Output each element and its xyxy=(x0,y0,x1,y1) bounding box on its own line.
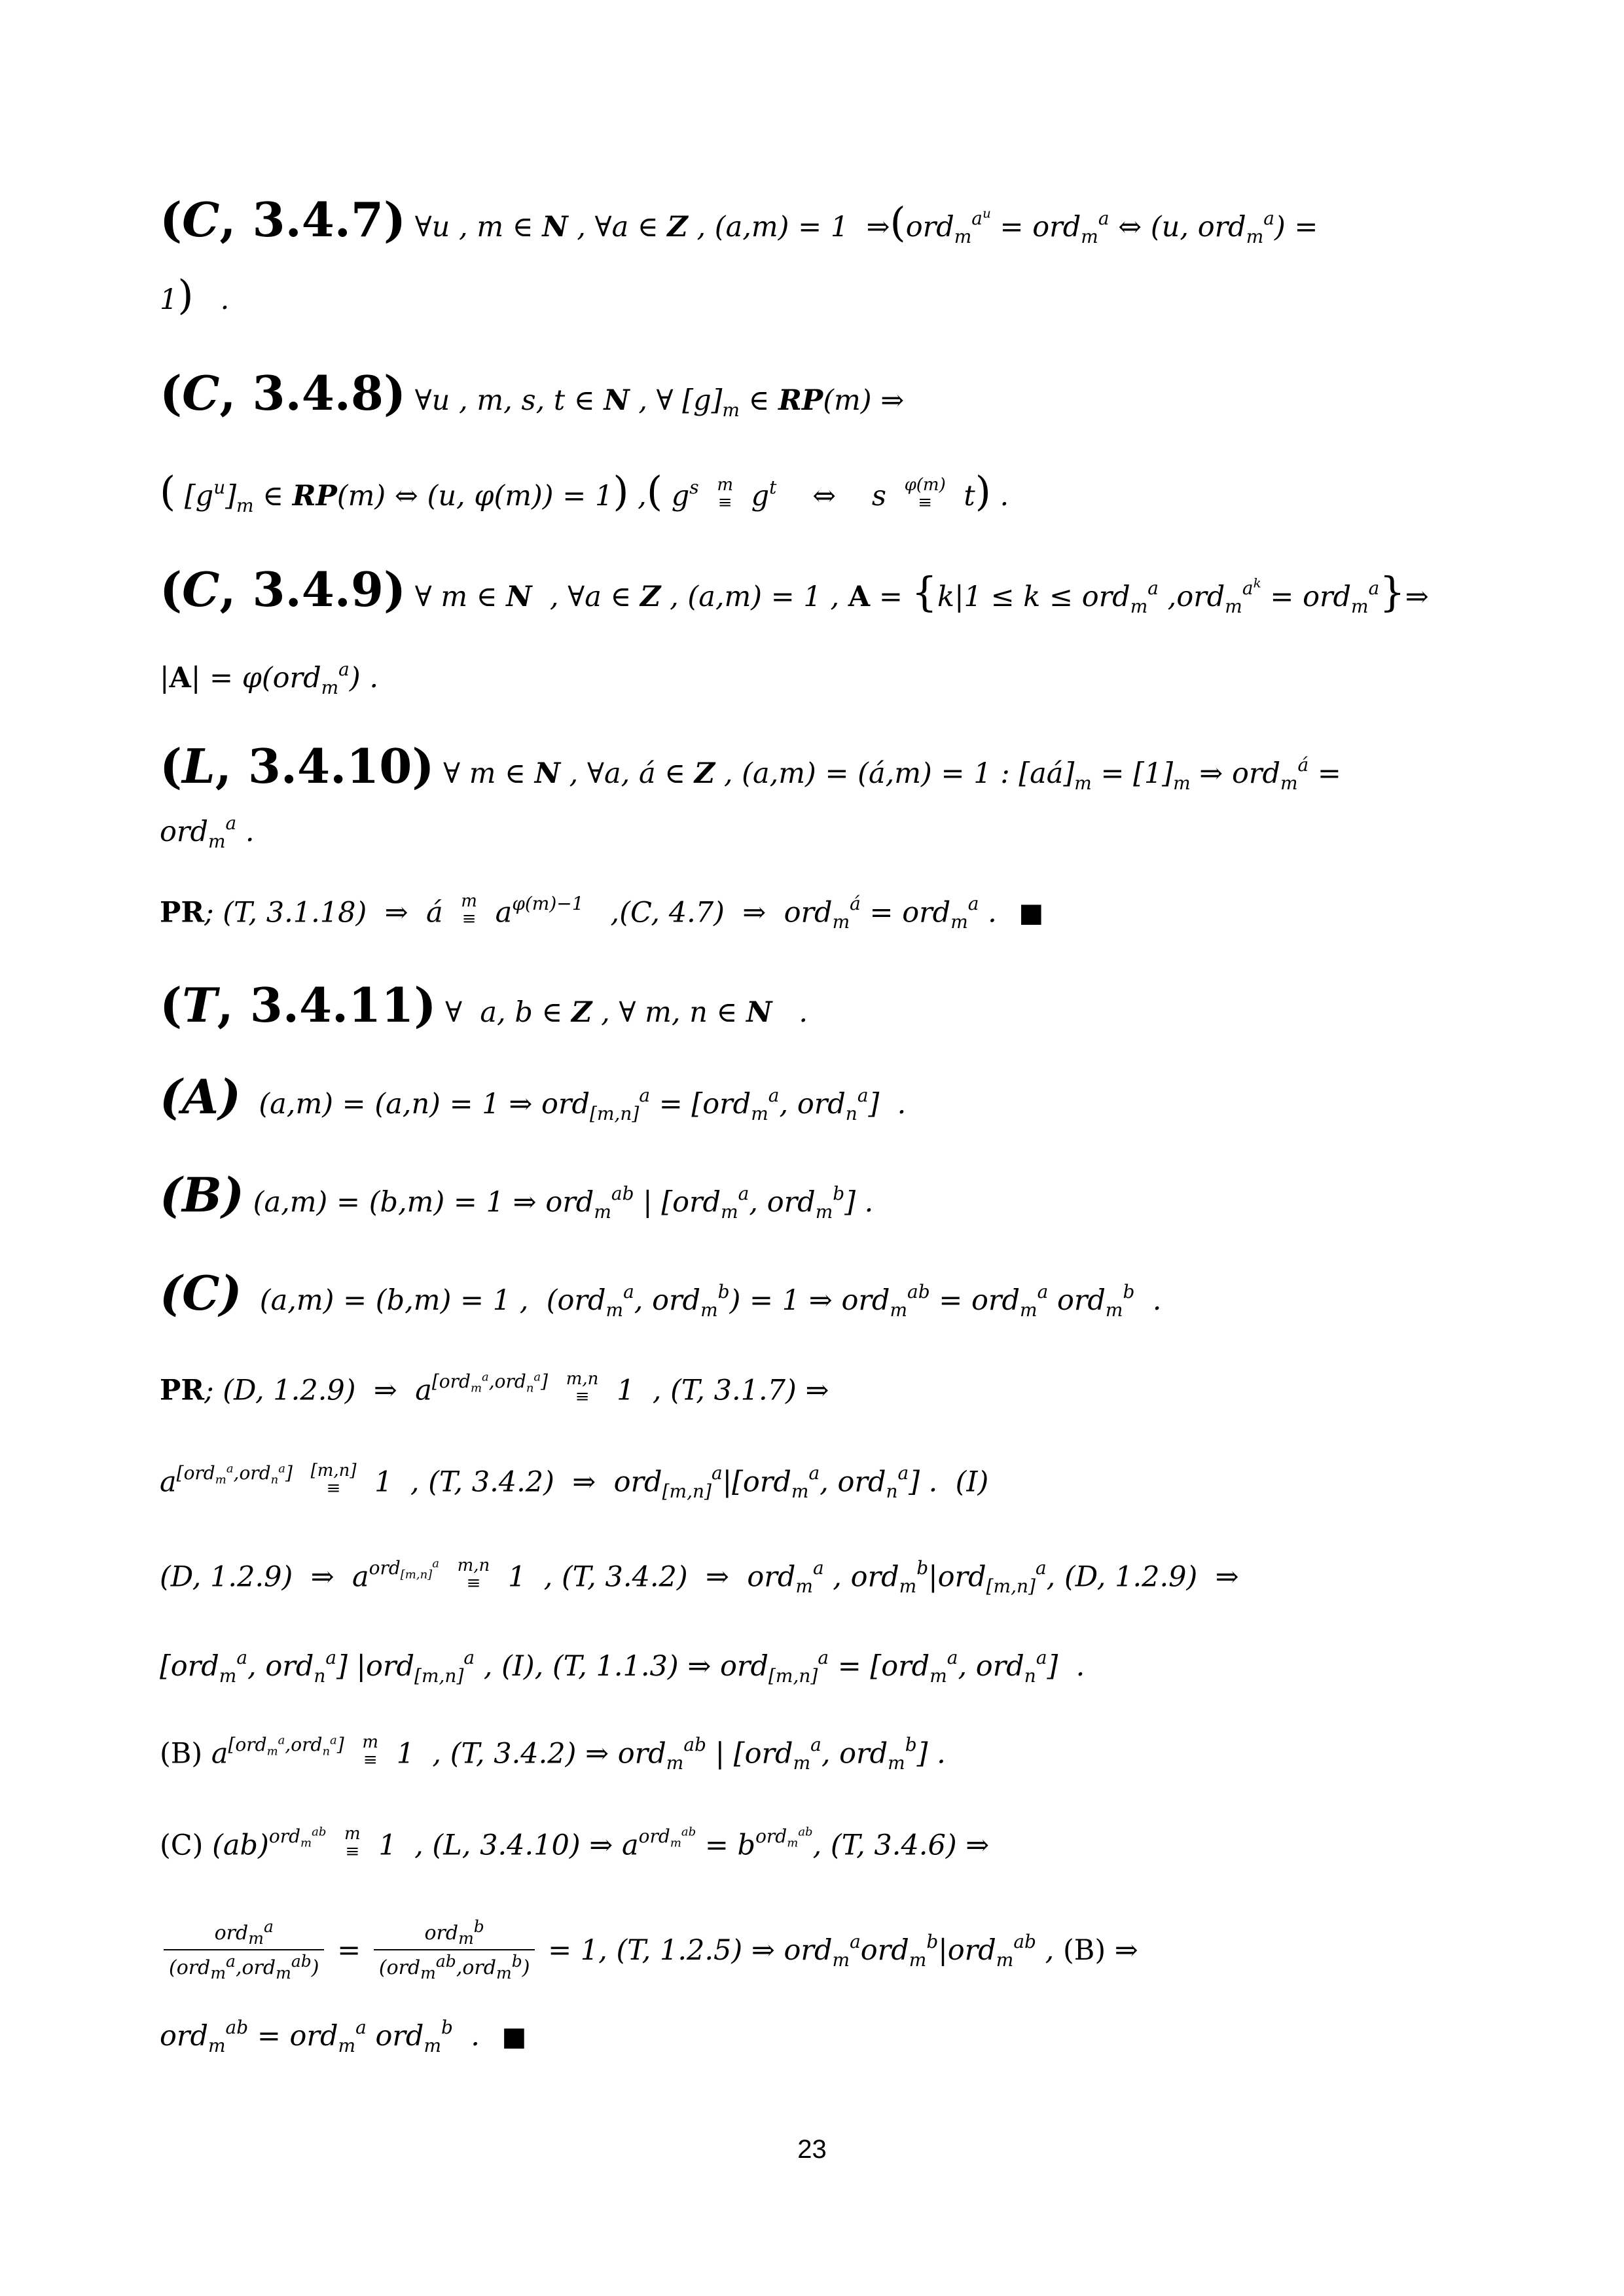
proof-line-5: (B) a[ordma,ordna] m ≡ 1 , (T, 3.4.2) ⇒ ord$_m^{ab}$ | [ord$_m^a$, ord$_m^b$] . xyxy=(160,1732,946,1774)
corollary-3-4-9-line2: |A| = φ(ord$_m^a$) . xyxy=(160,658,378,698)
proof-line-7: $\frac{ord_m^a}{(ord_m^a,ord_m^{ab})}$ = $\frac{ord_m^b}{(ord_m^{ab},ord_m^b)}$ = 1, (T, 1.2.5) ⇒ ord$_m^a$ord$_m^b$|ord$_m^{ab}$ , (B) ⇒ xyxy=(160,1921,1469,1984)
lemma-3-4-10-line2: ord$_m^a$ . xyxy=(160,812,255,852)
qed-square: ■ xyxy=(1019,898,1044,929)
congruence-mod-m-n: m,n ≡ xyxy=(457,1556,490,1594)
congruence-mod-m: m ≡ xyxy=(461,891,477,929)
proof-line-6: (C) (ab)$^{ord_m^{ab}}$ m ≡ 1 , (L, 3.4.10) ⇒ $a^{ord_m^{ab}} = b^{ord_m^{ab}}$, (T, 3.4.6) ⇒ xyxy=(160,1824,990,1862)
corollary-3-4-7-line1: (C, 3.4.7) ∀u , m ∈ N , ∀a ∈ Z , (a,m) = 1 ⇒(ord$_m^{a^u}$ = ord$_m^a$ ⇔ (u, ord$_m^a$) = xyxy=(160,192,1318,247)
congruence-mod-m: m ≡ xyxy=(344,1824,361,1862)
proof-line-3: (D, 1.2.9) ⇒ $a^{ord_{[m,n]}^a}$ m,n ≡ 1 , (T, 3.4.2) ⇒ ord$_m^a$ , ord$_m^b$|ord$_{[m,n]}^a$, (D, 1.2.9) ⇒ xyxy=(160,1556,1239,1598)
part-c-label: (C) xyxy=(160,1265,242,1321)
congruence-mod-phi: φ(m) ≡ xyxy=(904,475,946,512)
part-a-label: (A) xyxy=(160,1069,241,1124)
corollary-label: (C, 3.4.9) xyxy=(160,562,406,617)
corollary-3-4-9-line1: (C, 3.4.9) ∀ m ∈ N , ∀a ∈ Z , (a,m) = 1 , A = {k|1 ≤ k ≤ ord$_m^a$ ,ord$_m^{a^k}$ = ord$_m^a$}⇒ xyxy=(160,562,1429,617)
corollary-3-4-7-line2: 1) . xyxy=(160,271,230,319)
fraction-right: $\frac{ord_m^b}{(ord_m^{ab},ord_m^b)}$ xyxy=(374,1918,535,1981)
corollary-3-4-8-line1: (C, 3.4.8) ∀u , m, s, t ∈ N , ∀ $[g]_m$ ∈ RP(m) ⇒ xyxy=(160,365,905,421)
theorem-3-4-11-line1: (T, 3.4.11) ∀ a, b ∈ Z , ∀ m, n ∈ N . xyxy=(160,977,808,1033)
proof-line-1: PR; (D, 1.2.9) ⇒ a[ordma,ordna] m,n ≡ 1 , (T, 3.1.7) ⇒ xyxy=(160,1369,829,1407)
corollary-label: (C, 3.4.8) xyxy=(160,365,406,421)
congruence-mod-m: m ≡ xyxy=(362,1732,379,1770)
theorem-part-a: (A) (a,m) = (a,n) = 1 ⇒ ord$_{[m,n]}^a$ = [ord$_m^a$, ord$_n^a$] . xyxy=(160,1069,907,1124)
congruence-mod-m: m ≡ xyxy=(717,475,733,512)
proof-line-8: ord$_m^{ab}$ = ord$_m^a$ ord$_m^b$ . ■ xyxy=(160,2017,527,2056)
corollary-label: (C, 3.4.7) xyxy=(160,192,406,247)
proof-label: PR xyxy=(160,896,205,929)
lemma-label: (L, 3.4.10) xyxy=(160,738,435,794)
qed-square: ■ xyxy=(501,2022,527,2052)
part-b-label: (B) xyxy=(160,1167,244,1223)
fraction-left: $\frac{ord_m^a}{(ord_m^a,ord_m^{ab})}$ xyxy=(164,1918,324,1981)
lemma-3-4-10-line1: (L, 3.4.10) ∀ m ∈ N , ∀a, á ∈ Z , (a,m) = (á,m) = 1 : $[aá]_m = [1]_m$ ⇒ ord$_m^á$ = xyxy=(160,738,1341,794)
proof-label: PR xyxy=(160,1374,205,1407)
theorem-label: (T, 3.4.11) xyxy=(160,977,437,1033)
lemma-3-4-10-proof: PR; (T, 3.1.18) ⇒ á m ≡ $a^{\varphi(m)-1}$ ,(C, 4.7) ⇒ ord$_m^á$ = ord$_m^a$ . ■ xyxy=(160,891,1044,933)
congruence-mod-m-n: m,n ≡ xyxy=(566,1369,599,1407)
theorem-part-c: (C) (a,m) = (b,m) = 1 , (ord$_m^a$, ord$_m^b$) = 1 ⇒ ord$_m^{ab}$ = ord$_m^a$ ord$_m^b$ . xyxy=(160,1265,1162,1321)
congruence-mod-lcm: [m,n] ≡ xyxy=(310,1461,357,1499)
corollary-3-4-8-line2: ( $[g^u]_m$ ∈ RP(m) ⇔ (u, φ(m)) = 1) ,( $g^s$ m ≡ $g^t$ ⇔ s φ(m) ≡ t) . xyxy=(160,467,1009,516)
theorem-part-b: (B) (a,m) = (b,m) = 1 ⇒ ord$_m^{ab}$ | [ord$_m^a$, ord$_m^b$] . xyxy=(160,1167,874,1223)
proof-line-4: [ord$_m^a$, ord$_n^a$] |ord$_{[m,n]}^a$ , (I), (T, 1.1.3) ⇒ ord$_{[m,n]}^a$ = [ord$_m^a$, ord$_n^a$] . xyxy=(160,1647,1085,1687)
proof-line-2: a[ordma,ordna] [m,n] ≡ 1 , (T, 3.4.2) ⇒ ord$_{[m,n]}^a$|[ord$_m^a$, ord$_n^a$] . (I) xyxy=(160,1461,989,1503)
page-number: 23 xyxy=(797,2135,827,2164)
